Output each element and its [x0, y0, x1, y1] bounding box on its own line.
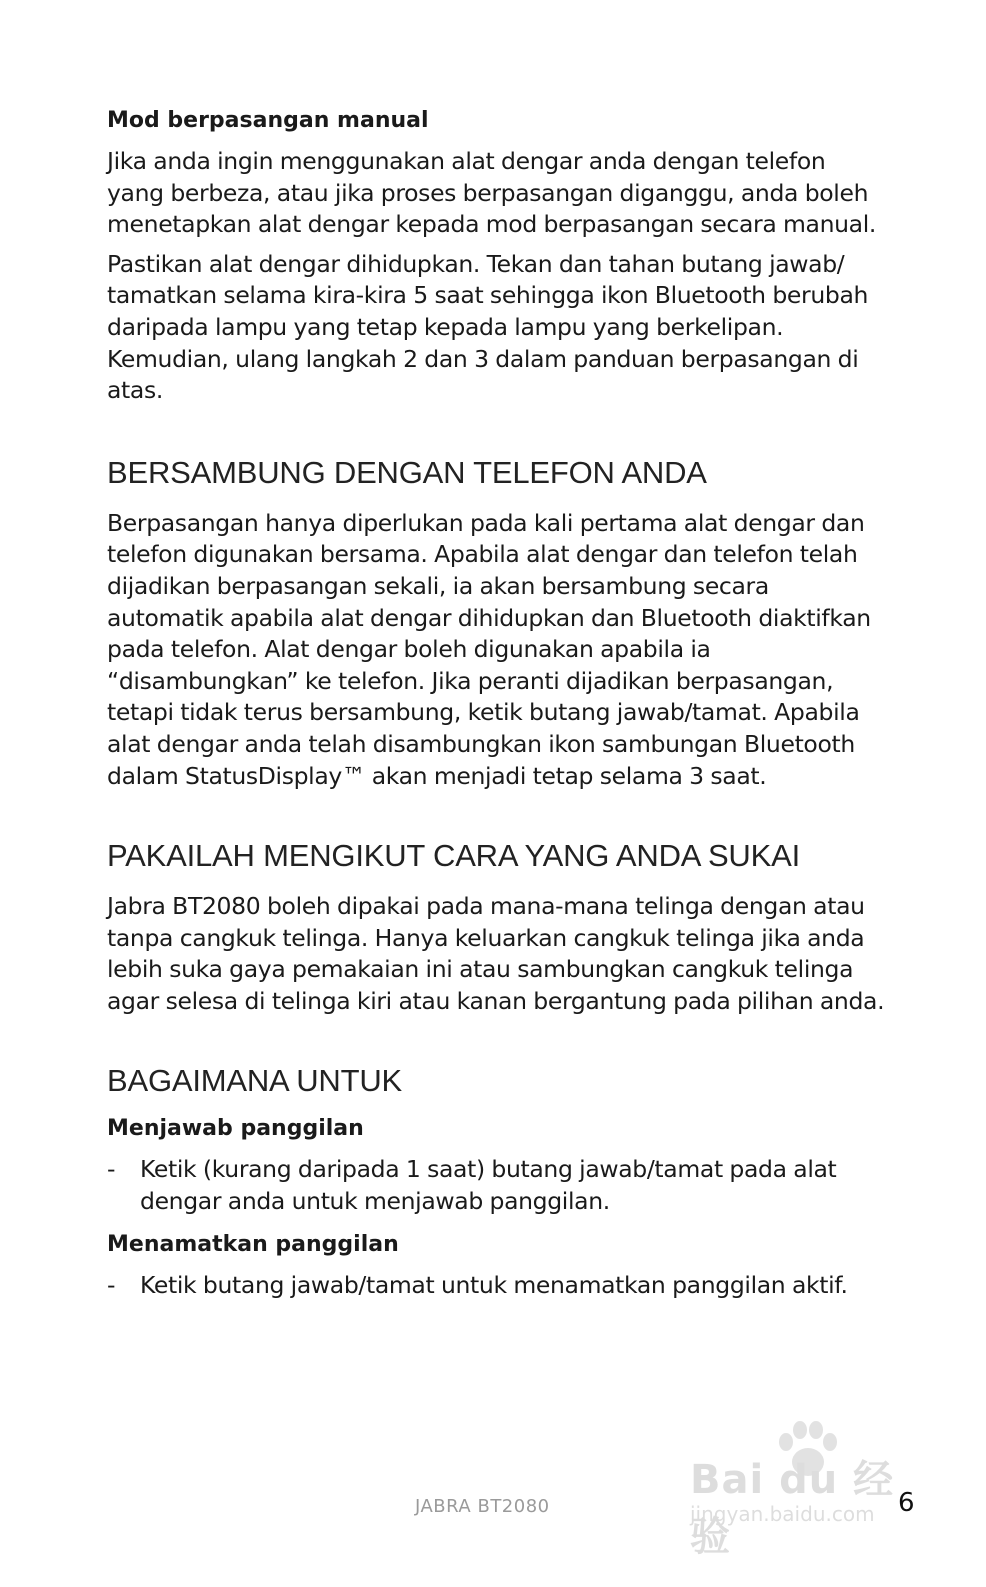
wear-section-title: PAKAILAH MENGIKUT CARA YANG ANDA SUKAI — [107, 838, 800, 874]
watermark-logo-text: Bai du 经验 — [690, 1457, 895, 1560]
manual-pairing-heading: Mod berpasangan manual — [107, 108, 429, 133]
connect-paragraph: Berpasangan hanya diperlukan pada kali pertama alat dengar dan telefon digunakan bersama. Apabila alat dengar dan telefon telah dijadikan berpasangan sekali, ia akan bersambung secara automatik apabila alat dengar dihidupkan dan Bluetooth diaktifkan pada telefon. Alat dengar boleh digunakan apabila ia “disambungkan” ke telefon. Jika peranti dijadikan berpasangan, tetapi tidak terus bersambung, ketik butang jawab/tamat. Apabila alat dengar anda telah disambungkan ikon sambungan Bluetooth dalam StatusDisplay™ akan menjadi tetap selama 3 saat. — [107, 508, 871, 790]
end-call-text: Ketik butang jawab/tamat untuk menamatkan panggilan aktif. — [140, 1270, 848, 1299]
howto-section-title: BAGAIMANA UNTUK — [107, 1063, 402, 1099]
manual-pairing-paragraph-1: Jika anda ingin menggunakan alat dengar anda dengan telefon yang berbeza, atau jika proses berpasangan diganggu, anda boleh menetapkan alat dengar kepada mod berpasangan secara manual. — [107, 147, 877, 239]
bullet-dash: - — [107, 1155, 116, 1184]
bullet-dash: - — [107, 1270, 116, 1299]
answer-call-heading: Menjawab panggilan — [107, 1116, 364, 1142]
footer-product-name: JABRA BT2080 — [415, 1496, 550, 1517]
baidu-watermark — [690, 1420, 920, 1560]
watermark-url: jingyan.baidu.com — [690, 1502, 875, 1526]
connect-section-title: BERSAMBUNG DENGAN TELEFON ANDA — [107, 454, 707, 490]
answer-call-text: Ketik (kurang daripada 1 saat) butang jawab/tamat pada alat dengar anda untuk menjawab panggilan. — [140, 1155, 837, 1216]
page-content — [107, 106, 887, 1301]
wear-paragraph: Jabra BT2080 boleh dipakai pada mana-mana telinga dengan atau tanpa cangkuk telinga. Hanya keluarkan cangkuk telinga jika anda lebih suka gaya pemakaian ini atau sambungkan cangkuk telinga agar selesa di telinga kiri atau kanan bergantung pada pilihan anda. — [107, 892, 885, 1015]
end-call-bullet — [107, 1270, 887, 1302]
answer-call-bullet — [107, 1154, 887, 1217]
manual-pairing-paragraph-2: Pastikan alat dengar dihidupkan. Tekan dan tahan butang jawab/ tamatkan selama kira-kira 5 saat sehingga ikon Bluetooth berubah daripada lampu yang tetap kepada lampu yang berkelipan. Kemudian, ulang langkah 2 dan 3 dalam panduan berpasangan di atas. — [107, 249, 869, 405]
page-number: 6 — [898, 1488, 915, 1518]
end-call-heading: Menamatkan panggilan — [107, 1231, 399, 1257]
